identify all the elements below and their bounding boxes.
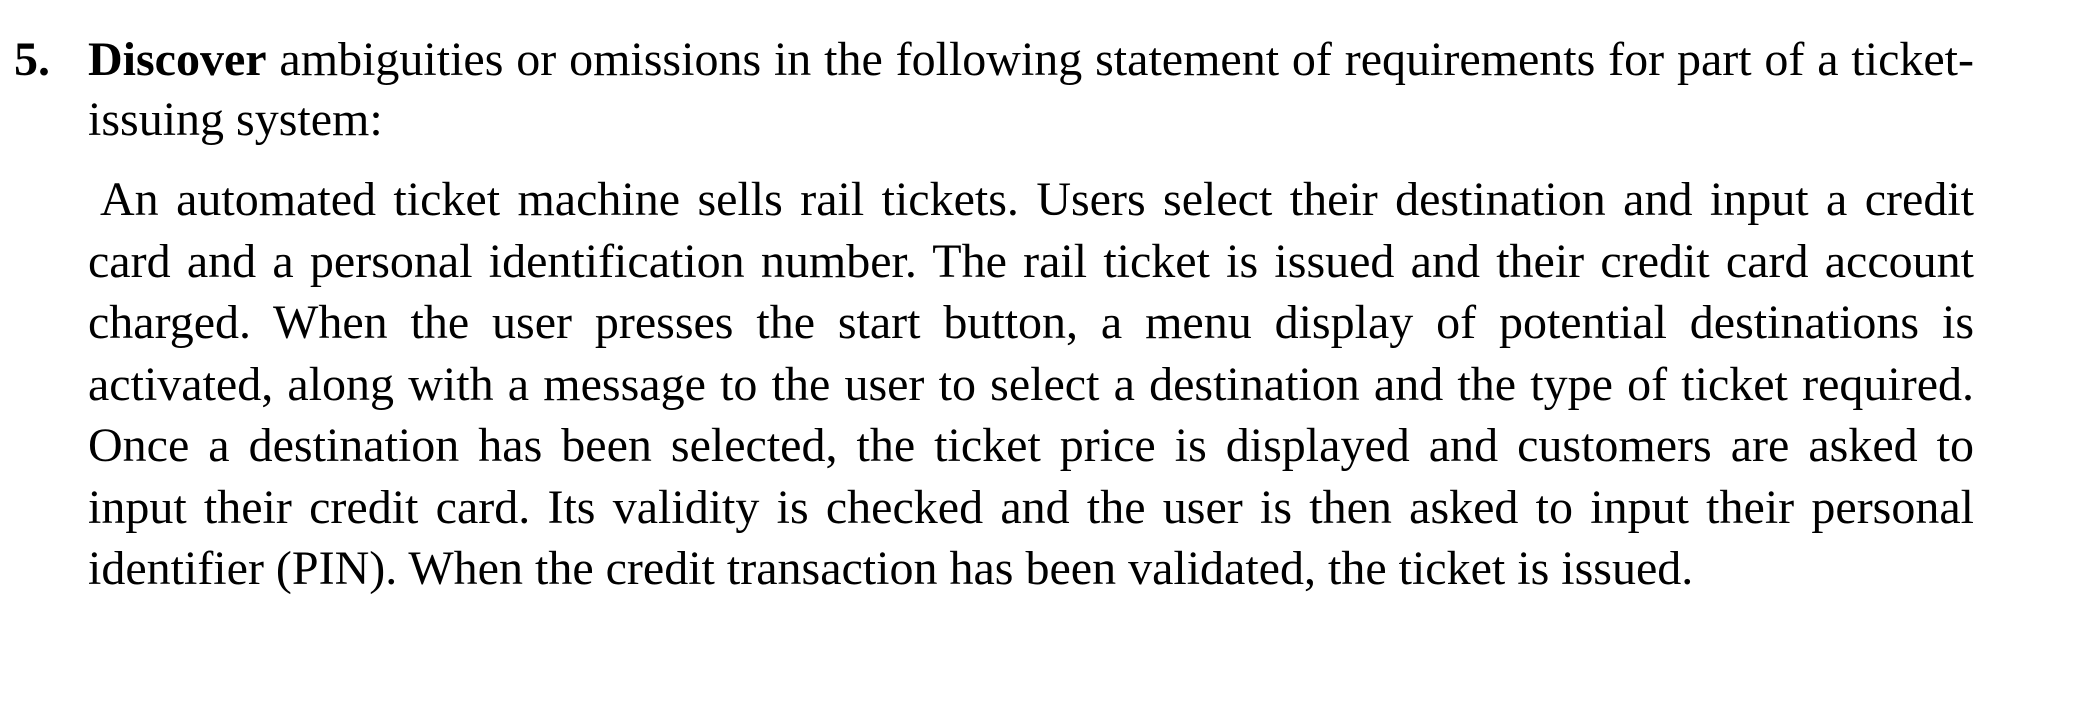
question-prompt — [88, 30, 1974, 150]
question-number: 5. — [14, 33, 50, 86]
question-prompt-text: ambiguities or omissions in the following statement of requirements for part of a ticket-issuing system: — [88, 33, 1974, 146]
requirements-statement: An automated ticket machine sells rail tickets. Users select their destination and input a credit card and a personal identification number. The rail ticket is issued and their credit card account charged. When the user presses the start button, a menu display of potential destinations is activated, along with a message to the user to select a destination and the type of ticket required. Once a destination has been selected, the ticket price is displayed and customers are asked to input their credit card. Its validity is checked and the user is then asked to input their personal identifier (PIN). When the credit transaction has been validated, the ticket is issued. — [88, 173, 1974, 595]
question-body — [88, 30, 1974, 600]
question-keyword: Discover — [88, 33, 267, 86]
